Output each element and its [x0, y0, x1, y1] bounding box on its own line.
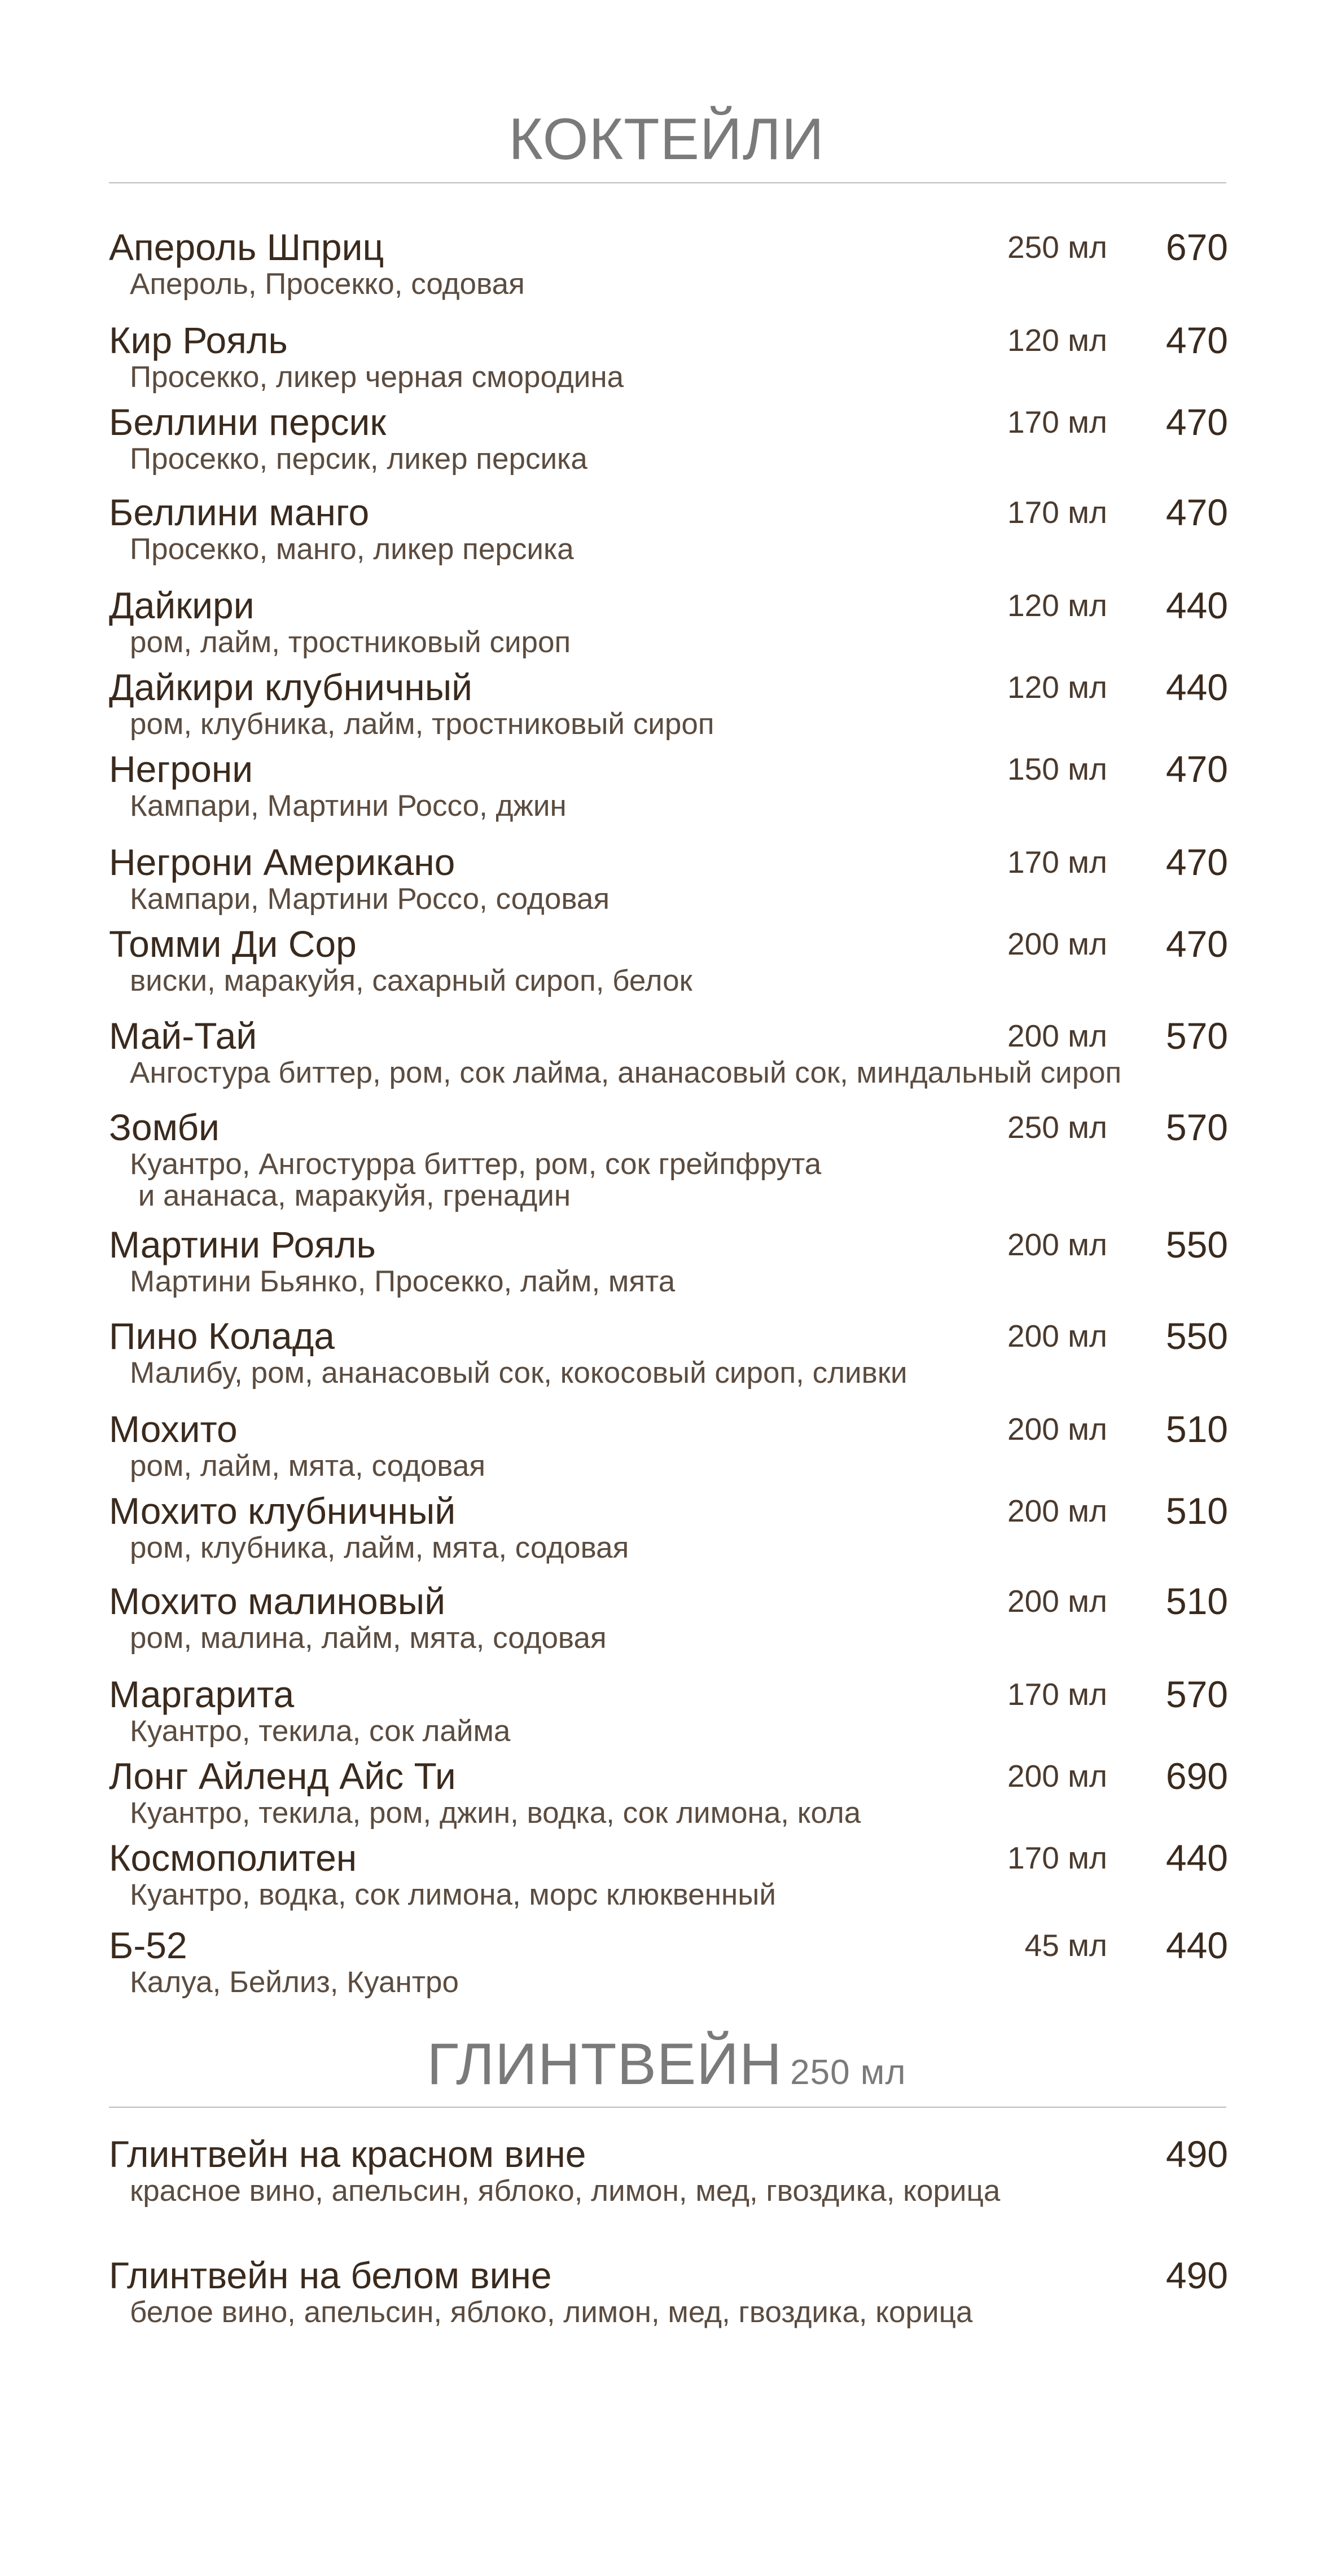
menu-item: [0, 319, 1333, 403]
item-description: ром, клубника, лайм, тростниковый сироп: [130, 707, 714, 741]
item-volume: 200 мл: [1007, 1493, 1107, 1528]
item-description: красное вино, апельсин, яблоко, лимон, мед, гвоздика, корица: [130, 2174, 1001, 2208]
item-name: Томми Ди Сор: [109, 923, 357, 965]
item-price: 440: [1165, 584, 1228, 626]
item-volume: 200 мл: [1007, 1759, 1107, 1793]
item-volume: 170 мл: [1007, 1840, 1107, 1875]
item-description: Куантро, водка, сок лимона, морс клюквенный: [130, 1878, 776, 1911]
item-volume: 200 мл: [1007, 926, 1107, 961]
item-price: 440: [1165, 1837, 1228, 1879]
item-description: ром, клубника, лайм, мята, содовая: [130, 1531, 629, 1564]
item-volume: 170 мл: [1007, 405, 1107, 439]
item-price: 490: [1165, 2133, 1228, 2175]
item-price: 440: [1165, 666, 1228, 708]
item-name: Пино Колада: [109, 1315, 335, 1357]
item-volume: 170 мл: [1007, 1677, 1107, 1712]
item-price: 470: [1165, 491, 1228, 533]
menu-item: [0, 2133, 1333, 2217]
item-description: Просекко, манго, ликер персика: [130, 533, 574, 566]
item-volume: 150 мл: [1007, 751, 1107, 786]
item-volume: 120 мл: [1007, 588, 1107, 623]
mulled-wine-divider: [109, 2107, 1226, 2108]
item-volume: 200 мл: [1007, 1018, 1107, 1053]
cocktails-divider: [109, 182, 1226, 183]
item-name: Глинтвейн на белом вине: [109, 2254, 552, 2296]
item-price: 670: [1165, 226, 1228, 268]
menu-item: [0, 1489, 1333, 1574]
menu-item: [0, 1014, 1333, 1099]
item-volume: 45 мл: [1024, 1928, 1107, 1963]
item-price: 570: [1165, 1015, 1228, 1057]
item-name: Мохито клубничный: [109, 1490, 456, 1532]
mulled-wine-title: [0, 2031, 1333, 2098]
item-name: Маргарита: [109, 1673, 295, 1715]
item-price: 570: [1165, 1106, 1228, 1148]
item-volume: 120 мл: [1007, 670, 1107, 705]
item-description: ром, лайм, мята, содовая: [130, 1449, 486, 1483]
item-price: 690: [1165, 1755, 1228, 1797]
cocktails-title: [0, 106, 1333, 173]
menu-item: [0, 1673, 1333, 1757]
menu-item: [0, 1223, 1333, 1308]
menu-item: [0, 2254, 1333, 2338]
item-description: ром, лайм, тростниковый сироп: [130, 626, 571, 659]
item-volume: 170 мл: [1007, 845, 1107, 880]
item-description: Куантро, текила, ром, джин, водка, сок лимона, кола: [130, 1796, 861, 1830]
item-price: 440: [1165, 1924, 1228, 1966]
item-name: Лонг Айленд Айс Ти: [109, 1755, 456, 1797]
item-price: 470: [1165, 401, 1228, 443]
menu-item: [0, 584, 1333, 669]
item-volume: 250 мл: [1007, 230, 1107, 265]
item-name: Кир Рояль: [109, 319, 288, 361]
item-volume: 120 мл: [1007, 323, 1107, 358]
item-name: Май-Тай: [109, 1015, 257, 1057]
item-name: Зомби: [109, 1106, 220, 1148]
item-description: Калуа, Бейлиз, Куантро: [130, 1966, 459, 1999]
menu-item: [0, 748, 1333, 832]
item-name: Негрони Американо: [109, 841, 455, 883]
menu-item: [0, 1106, 1333, 1212]
menu-item: [0, 666, 1333, 750]
item-name: Апероль Шприц: [109, 226, 384, 268]
menu-item: [0, 1836, 1333, 1921]
item-price: 550: [1165, 1315, 1228, 1357]
item-volume: 200 мл: [1007, 1584, 1107, 1619]
item-description: Просекко, персик, ликер персика: [130, 442, 587, 476]
item-name: Негрони: [109, 748, 253, 790]
menu-item: [0, 1580, 1333, 1664]
menu-item: [0, 1408, 1333, 1492]
menu-item: [0, 226, 1333, 310]
item-description: виски, маракуйя, сахарный сироп, белок: [130, 964, 692, 997]
item-price: 470: [1165, 748, 1228, 790]
item-name: Мохито малиновый: [109, 1580, 446, 1622]
item-description: ром, малина, лайм, мята, содовая: [130, 1621, 607, 1655]
menu-item: [0, 491, 1333, 575]
item-name: Космополитен: [109, 1837, 357, 1879]
menu-item: [0, 841, 1333, 925]
menu-item: [0, 1755, 1333, 1839]
item-volume: 200 мл: [1007, 1412, 1107, 1447]
item-volume: 170 мл: [1007, 495, 1107, 530]
item-price: 570: [1165, 1673, 1228, 1715]
item-price: 470: [1165, 923, 1228, 965]
item-description: Кампари, Мартини Россо, содовая: [130, 882, 610, 916]
item-price: 510: [1165, 1580, 1228, 1622]
item-description: белое вино, апельсин, яблоко, лимон, мед, гвоздика, корица: [130, 2296, 973, 2329]
item-volume: 200 мл: [1007, 1318, 1107, 1353]
mulled-wine-volume: 250 мл: [790, 2053, 906, 2092]
mulled-wine-title-text: ГЛИНТВЕЙН: [427, 2032, 783, 2097]
item-description: Куантро, Ангостурра биттер, ром, сок грейпфрута и ананаса, маракуйя, гренадин: [130, 1148, 822, 1212]
item-name: Глинтвейн на красном вине: [109, 2133, 586, 2175]
item-price: 490: [1165, 2254, 1228, 2296]
item-description: Апероль, Просекко, содовая: [130, 267, 525, 301]
item-name: Мартини Рояль: [109, 1224, 376, 1265]
menu-item: [0, 401, 1333, 485]
item-volume: 250 мл: [1007, 1110, 1107, 1145]
item-price: 550: [1165, 1224, 1228, 1265]
item-volume: 200 мл: [1007, 1227, 1107, 1262]
item-name: Беллини персик: [109, 401, 387, 443]
item-description: Мартини Бьянко, Просекко, лайм, мята: [130, 1265, 676, 1298]
item-price: 470: [1165, 841, 1228, 883]
item-description: Малибу, ром, ананасовый сок, кокосовый сироп, сливки: [130, 1356, 907, 1390]
menu-item: [0, 1315, 1333, 1399]
item-price: 510: [1165, 1490, 1228, 1532]
item-name: Б-52: [109, 1924, 187, 1966]
item-description: Ангостура биттер, ром, сок лайма, ананасовый сок, миндальный сироп: [130, 1056, 1122, 1089]
item-name: Беллини манго: [109, 491, 370, 533]
item-name: Дайкири: [109, 584, 255, 626]
menu-item: [0, 1924, 1333, 2008]
item-description: Кампари, Мартини Россо, джин: [130, 789, 567, 823]
item-price: 470: [1165, 319, 1228, 361]
item-price: 510: [1165, 1408, 1228, 1450]
cocktails-title-text: КОКТЕЙЛИ: [508, 107, 825, 172]
menu-item: [0, 922, 1333, 1007]
item-description: Просекко, ликер черная смородина: [130, 361, 624, 394]
item-description: Куантро, текила, сок лайма: [130, 1715, 511, 1748]
item-name: Дайкири клубничный: [109, 666, 473, 708]
item-name: Мохито: [109, 1408, 238, 1450]
